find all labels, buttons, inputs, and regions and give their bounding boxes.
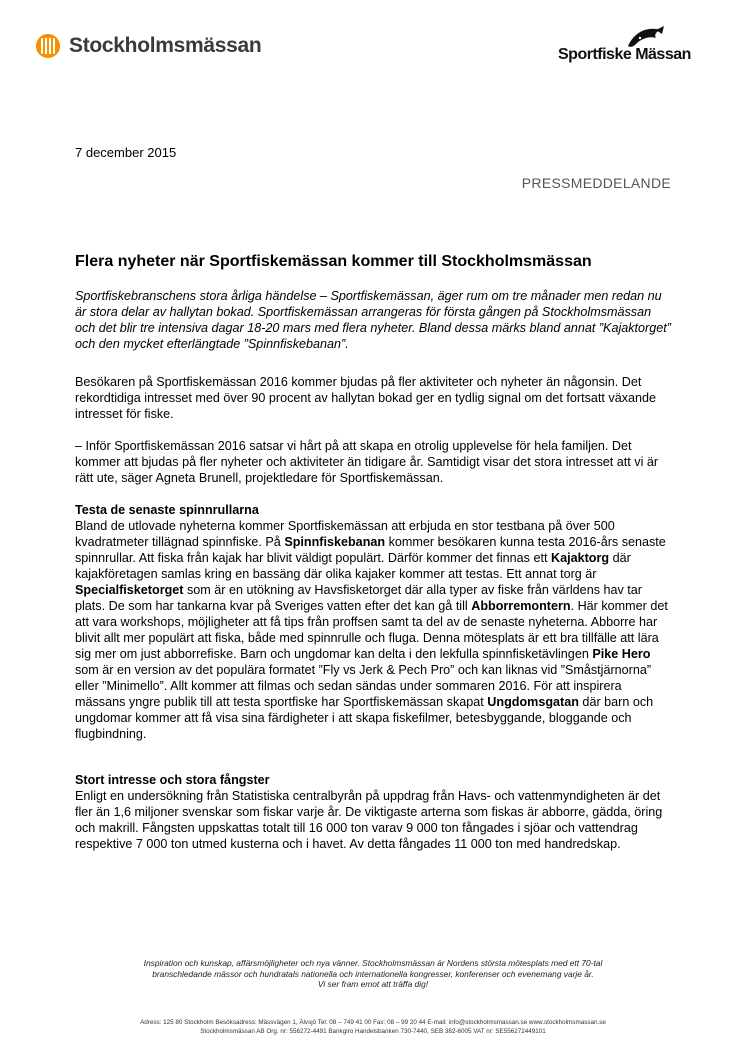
press-release-title: Flera nyheter när Sportfiskemässan kommer till Stockholmsmässan bbox=[75, 253, 592, 270]
page-header bbox=[36, 34, 710, 68]
sportfiskemassan-logo-text: Sportfiske Mässan bbox=[558, 46, 691, 63]
sportfiskemassan-logo bbox=[558, 26, 698, 66]
press-date: 7 december 2015 bbox=[75, 145, 177, 160]
footer-address: Adress: 125 80 Stockholm Besöksadress: Mässvägen 1, Älvsjö Tel: 08 – 749 41 00 Fax: 08 – 99 20 44 E-mail: info@stockholmsmassan.se www.stockholmsmassan.se bbox=[140, 1019, 606, 1026]
section-heading-fangster: Stort intresse och stora fångster bbox=[75, 773, 270, 787]
section-paragraph-spinnrullar: Bland de utlovade nyheterna kommer Sportfiskemässan att erbjuda en stor testbana på över 500 kvadratmeter tillägnad spinnfiske. På Spinnfiskebanan kommer besökaren kunna testa 2016-års senaste spinnrullar. Att fiska från kajak har blivit väldigt populärt. Därför kommer det finnas ett Kajaktorg där kajakföretagen samlas kring en bassäng där olika kajaker kommer att testas. Ett annat torg är Specialfisketorget som är en utökning av Havsfisketorget där alla typer av fiske från världens hav tar plats. De som har tankarna kvar på Sveriges vatten efter det kan gå till Abborremontern. Här kommer det att vara workshops, möjligheter att få tips från proffsen samt ta del av de senaste nyheterna. Abborre har blivit allt mer populärt att fiska, både med spinnrulle och fluga. Denna mötesplats är ett bra tillfälle att lära sig mer om just abborrefiske. Barn och ungdomar kan delta i den lekfulla spinnfisketävlingen Pike Hero som är en version av det populära formatet ”Fly vs Jerk & Pech Pro” och kan liknas vid ”Småstjärnorna” eller ”Minimello”. Allt kommer att filmas och sedan sändas under sommaren 2016. För att inspirera mässans yngre publik till att testa sportfiske har Sportfiskemässan skapat Ungdomsgatan där barn och ungdomar kommer att få visa sina färdigheter i att skapa fiskefilmer, betesbyggande, bloggande och flugbindning. bbox=[75, 519, 668, 741]
stockholmsmassan-emblem-icon bbox=[36, 34, 60, 58]
paragraph-2-quote: – Inför Sportfiskemässan 2016 satsar vi hårt på att skapa en otrolig upplevelse för hela familjen. Det kommer att bjudas på fler nyheter och aktiviteter än tidigare år. Samtidigt visar det stora intresset att vi är rätt ute, säger Agneta Brunell, projektledare för Sportfiskemässan. bbox=[75, 439, 659, 485]
document-type-label: PRESSMEDDELANDE bbox=[521, 175, 671, 191]
footer-company-info: Stockholmsmässan AB Org. nr: 556272-4491 Bankgiro Handelsbanken 730-7440, SEB 382-6005 VAT nr: SE556272449101 bbox=[200, 1027, 546, 1035]
highlight-pike-hero: Pike Hero bbox=[592, 647, 651, 661]
section-paragraph-fangster: Enligt en undersökning från Statistiska centralbyrån på uppdrag från Havs- och vattenmyndigheten är det fler än 1,6 miljoner svenskar som fiskar varje år. De viktigaste arterna som fiskas är abborre, gädda, öring och makrill. Fångsten uppskattas totalt till 16 000 ton varav 9 000 ton fångades i sjöar och vattendrag respektive 7 000 ton utmed kusterna och i havet. Av detta fångades 11 000 ton med handredskap. bbox=[75, 789, 663, 851]
footer-tagline: Inspiration och kunskap, affärsmöjligheter och nya vänner. Stockholmsmässan är Nordens största mötesplats med ett 70-tal branschledande mässor och hundratals nationella och internationella kongresser, konferenser och evenemang varje år. Vi ser fram emot att träffa dig! bbox=[143, 958, 603, 989]
highlight-abborremontern: Abborremontern bbox=[471, 599, 571, 613]
highlight-spinnfiskebanan: Spinnfiskebanan bbox=[284, 535, 386, 549]
highlight-kajaktorg: Kajaktorg bbox=[550, 551, 610, 565]
paragraph-1: Besökaren på Sportfiskemässan 2016 kommer bjudas på fler aktiviteter och nyheter än någonsin. Det rekordtidiga intresset med över 90 procent av hallytan bokad ger en tydlig signal om det fortsatt växande intresset för fiske. bbox=[75, 375, 657, 421]
footer-contact-info bbox=[50, 1019, 696, 1036]
ingress-paragraph: Sportfiskebranschens stora årliga händelse – Sportfiskemässan, äger rum om tre månader men redan nu är stora delar av hallytan bokad. Sportfiskemässan arrangeras för första gången på Stockholmsmässan och det blir tre intensiva dagar 18-20 mars med flera nyheter. Bland dessa märks bland annat ”Kajaktorget” och den mycket efterlängtade ”Spinnfiskebanan”. bbox=[75, 289, 671, 351]
stockholmsmassan-logo-text: Stockholmsmässan bbox=[69, 34, 262, 57]
section-heading-spinnrullar: Testa de senaste spinnrullarna bbox=[75, 503, 259, 517]
press-release-body bbox=[75, 252, 671, 852]
stockholmsmassan-logo bbox=[36, 34, 261, 58]
highlight-ungdomsgatan: Ungdomsgatan bbox=[487, 695, 579, 709]
highlight-specialfisketorget: Specialfisketorget bbox=[75, 583, 184, 597]
